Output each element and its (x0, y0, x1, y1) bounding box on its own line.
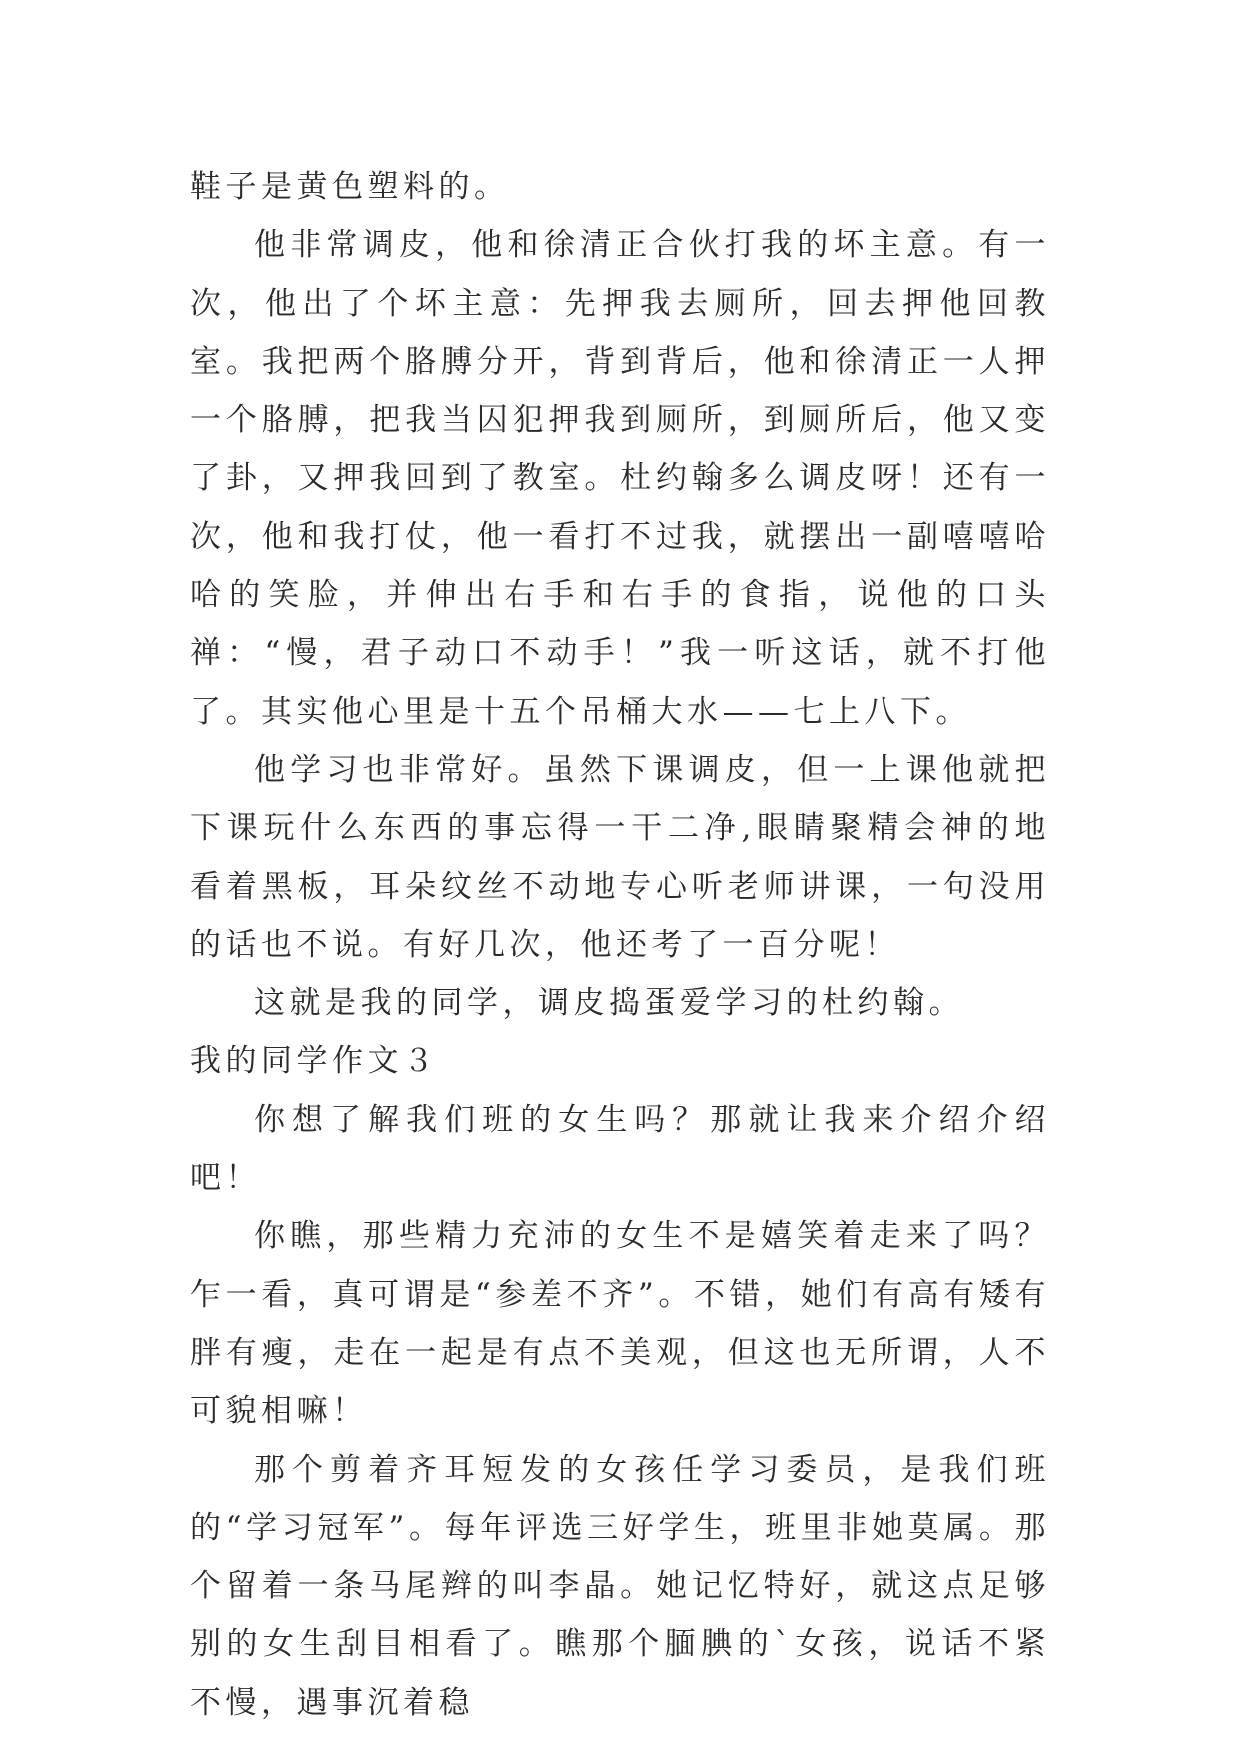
paragraph-6: 你瞧，那些精力充沛的女生不是嬉笑着走来了吗？乍一看，真可谓是“参差不齐”。不错，她们有高有矮有胖有瘦，走在一起是有点不美观，但这也无所谓，人不可貌相嘛！ (190, 1218, 1050, 1430)
paragraph-5: 你想了解我们班的女生吗？那就让我来介绍介绍吧！ (190, 1101, 1050, 1197)
paragraph-7: 那个剪着齐耳短发的女孩任学习委员，是我们班的“学习冠军”。每年评选三好学生，班里非她莫属。那个留着一条马尾辫的叫李晶。她记忆特好，就这点足够别的女生刮目相看了。瞧那个腼腆的`女孩，说话不紧不慢，遇事沉着稳 (190, 1451, 1050, 1721)
paragraph-1: 鞋子是黄色塑料的。 (190, 169, 510, 205)
section-heading: 我的同学作文３ (190, 1043, 439, 1080)
paragraph-2: 他非常调皮，他和徐清正合伙打我的坏主意。有一次，他出了个坏主意：先押我去厕所，回去押他回教室。我把两个胳膊分开，背到背后，他和徐清正一人押一个胳膊，把我当囚犯押我到厕所，到厕所后，他又变了卦，又押我回到了教室。杜约翰多么调皮呀！还有一次，他和我打仗，他一看打不过我，就摆出一副嘻嘻哈哈的笑脸，并伸出右手和右手的食指，说他的口头禅：“慢，君子动口不动手！”我一听这话，就不打他了。其实他心里是十五个吊桶大水——七上八下。 (190, 227, 1050, 730)
paragraph-4: 这就是我的同学，调皮捣蛋爱学习的杜约翰。 (254, 985, 964, 1022)
paragraph-3: 他学习也非常好。虽然下课调皮，但一上课他就把下课玩什么东西的事忘得一干二净,眼睛聚精会神的地看着黑板，耳朵纹丝不动地专心听老师讲课，一句没用的话也不说。有好几次，他还考了一百分呢！ (190, 751, 1050, 963)
document-body (190, 158, 1050, 1732)
